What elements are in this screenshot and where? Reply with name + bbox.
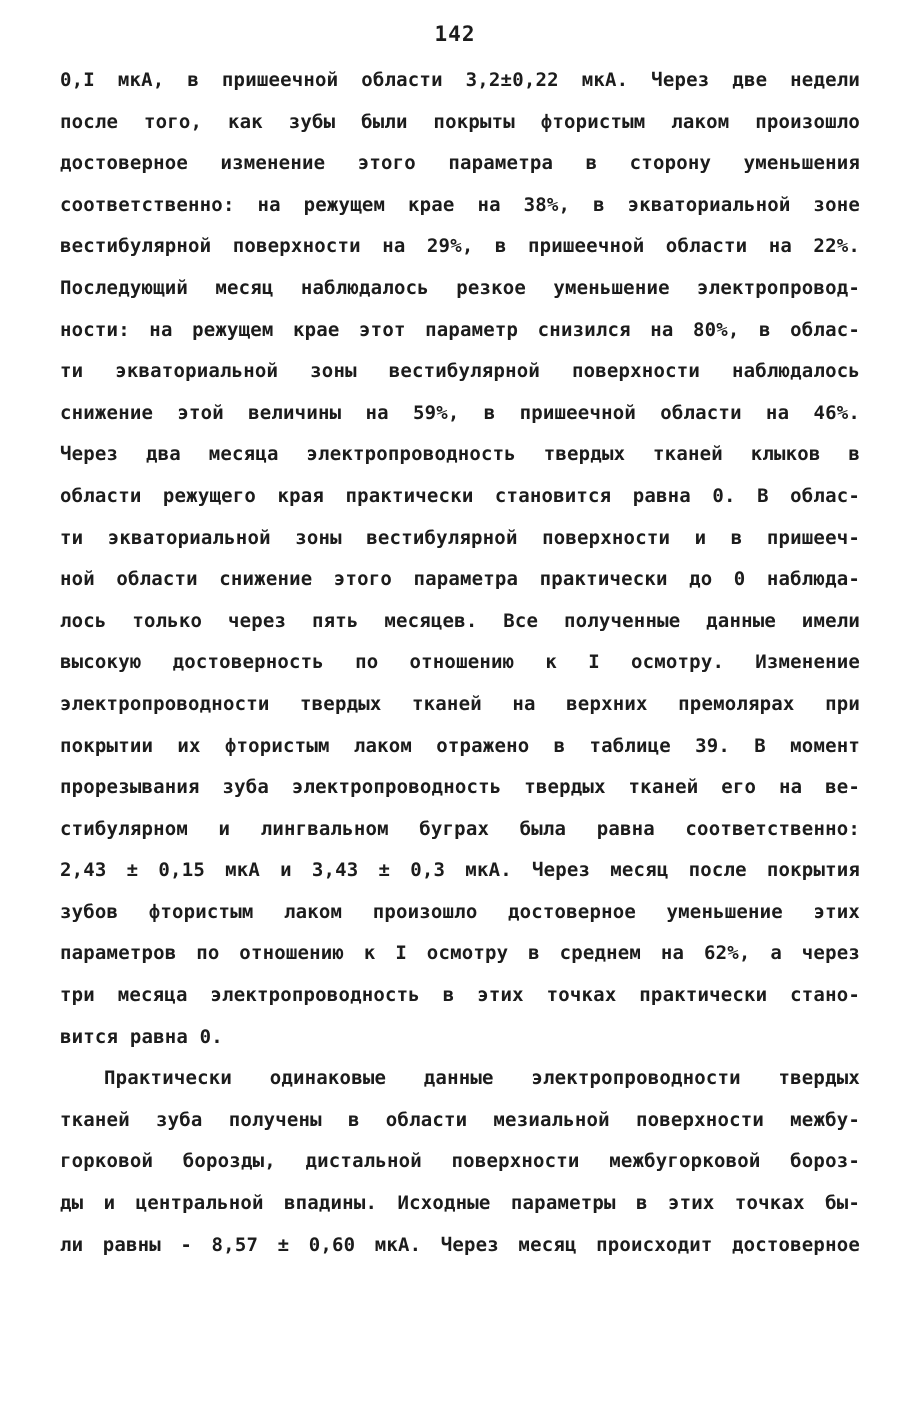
text-line: параметров по отношению к I осмотру в среднем на 62%, а через [60, 942, 860, 965]
text-line: тканей зуба получены в области мезиальной поверхности межбу- [60, 1108, 860, 1131]
text-line: Практически одинаковые данные электропроводности твердых [104, 1067, 860, 1090]
page-number: 142 [434, 22, 476, 46]
text-line: ти экваториальной зоны вестибулярной поверхности наблюдалось [60, 360, 860, 383]
text-line: ли равны - 8,57 ± 0,60 мкА. Через месяц происходит достоверное [60, 1233, 860, 1256]
text-line: стибулярном и лингвальном буграх была равна соответственно: [60, 817, 860, 840]
text-line: 0,I мкА, в пришеечной области 3,2±0,22 мкА. Через две недели [60, 69, 860, 91]
text-line: зубов фтористым лаком произошло достоверное уменьшение этих [60, 900, 860, 923]
text-line: снижение этой величины на 59%, в пришеечной области на 46%. [60, 401, 860, 424]
text-line: ды и центральной впадины. Исходные параметры в этих точках бы- [60, 1192, 860, 1215]
text-line: три месяца электропроводность в этих точках практически стано- [60, 984, 860, 1007]
text-line: после того, как зубы были покрыты фтористым лаком произошло [60, 110, 860, 133]
text-line: Через два месяца электропроводность твердых тканей клыков в [60, 443, 860, 466]
text-line: ти экваториальной зоны вестибулярной поверхности и в пришееч- [60, 526, 860, 549]
text-line: прорезывания зуба электропроводность твердых тканей его на ве- [60, 776, 860, 799]
text-line: ной области снижение этого параметра практически до 0 наблюда- [60, 568, 860, 591]
text-line: высокую достоверность по отношению к I осмотру. Изменение [60, 651, 860, 674]
text-line: Последующий месяц наблюдалось резкое уменьшение электропровод- [60, 276, 860, 299]
paragraph-1 [60, 60, 860, 1058]
body-text [60, 60, 860, 1266]
text-line: лось только через пять месяцев. Все полученные данные имели [60, 609, 860, 632]
text-line: электропроводности твердых тканей на верхних премолярах при [60, 692, 860, 715]
text-line: горковой борозды, дистальной поверхности межбугорковой бороз- [60, 1150, 860, 1173]
text-line: вестибулярной поверхности на 29%, в пришеечной области на 22%. [60, 235, 860, 258]
paragraph-2 [60, 1058, 860, 1266]
text-line: достоверное изменение этого параметра в сторону уменьшения [60, 152, 860, 175]
text-line: ности: на режущем крае этот параметр снизился на 80%, в облас- [60, 318, 860, 341]
text-line: вится равна 0. [60, 1025, 223, 1048]
text-line: 2,43 ± 0,15 мкА и 3,43 ± 0,3 мкА. Через месяц после покрытия [60, 859, 860, 882]
text-line: покрытии их фтористым лаком отражено в таблице 39. В момент [60, 734, 860, 757]
text-line: соответственно: на режущем крае на 38%, в экваториальной зоне [60, 193, 860, 216]
text-line: области режущего края практически становится равна 0. В облас- [60, 484, 860, 507]
